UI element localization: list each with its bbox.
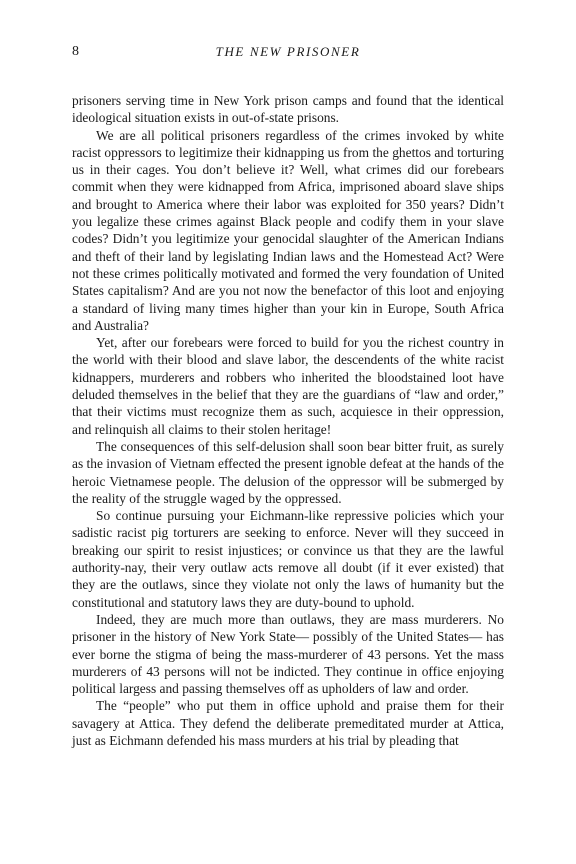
page-number: 8: [72, 44, 79, 59]
body-text: [72, 92, 504, 749]
paragraph: So continue pursuing your Eichmann-like repressive policies which your sadistic racist pig torturers are seeking to enforce. Never will they succeed in breaking our spirit to resist injustices; or convince us that they are the lawful authority-nay, their very outlaw acts remove all doubt (if it ever existed) that they are the outlaws, since they violate not only the laws of humanity but the constitutional and statutory laws they are duty-bound to uphold.: [72, 508, 504, 610]
paragraph: The “people” who put them in office uphold and praise them for their savagery at Attica. They defend the deliberate premeditated murder at Attica, just as Eichmann defended his mass murders at his trial by pleading that: [72, 698, 504, 748]
paragraph-continuation: prisoners serving time in New York prison camps and found that the identical ideological situation exists in out-of-state prisons.: [72, 93, 504, 126]
page-header: [72, 44, 504, 64]
running-head: THE NEW PRISONER: [215, 44, 361, 59]
paragraph: Yet, after our forebears were forced to build for you the richest country in the world with their blood and slave labor, the descendents of the white racist kidnappers, murderers and robbers who inherited the bloodstained loot have deluded themselves in the belief that they are the guardians of “law and order,” that their victims must recognize them as such, acquiesce in their oppression, and relinquish all claims to their stolen heritage!: [72, 335, 504, 437]
paragraph: We are all political prisoners regardless of the crimes invoked by white racist oppressors to legitimize their kidnapping us from the ghettos and torturing us in their cages. You don’t believe it? Well, what crimes did our forebears commit when they were kidnapped from Africa, imprisoned aboard slave ships and brought to America where their labor was exploited for 350 years? Didn’t you legalize these crimes against Black people and codify them in your slave codes? Didn’t you legitimize your genocidal slaughter of the American Indians and theft of their land by legislating Indian laws and the Homestead Act? Were not these crimes politically motivated and formed the very foundation of United States capitalism? And are you not now the benefactor of this loot and enjoying a standard of living many times higher than your kin in Europe, South Africa and Australia?: [72, 127, 504, 333]
paragraph: Indeed, they are much more than outlaws, they are mass murderers. No prisoner in the history of New York State— possibly of the United States— has ever borne the stigma of being the mass-murderer of 43 persons. Yet the mass murderers of 43 persons will not be indicted. They continue in office enjoying political largess and passing themselves off as upholders of law and order.: [72, 611, 504, 697]
paragraph: The consequences of this self-delusion shall soon bear bitter fruit, as surely as the invasion of Vietnam effected the present ignoble defeat at the hands of the heroic Vietnamese people. The delusion of the oppressor will be submerged by the reality of the struggle waged by the oppressed.: [72, 438, 504, 506]
